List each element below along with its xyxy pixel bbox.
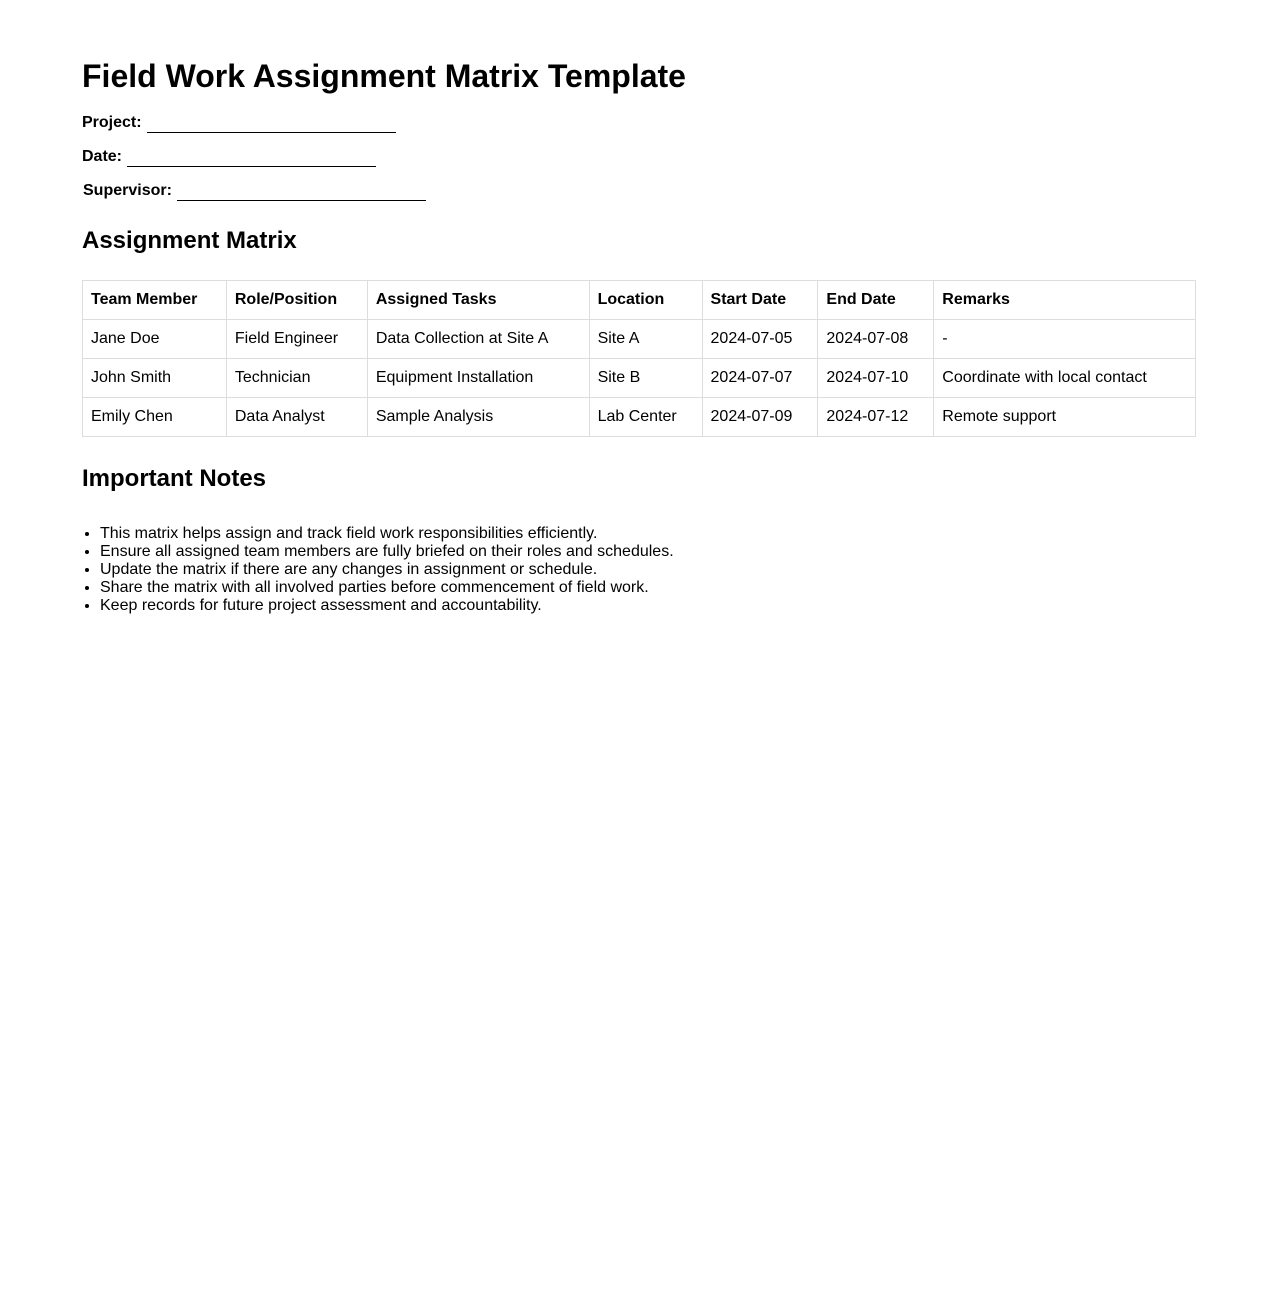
header-end-date: End Date: [818, 280, 934, 319]
supervisor-label: Supervisor:: [83, 181, 172, 199]
header-assigned-tasks: Assigned Tasks: [367, 280, 589, 319]
cell-end-date: 2024-07-10: [818, 358, 934, 397]
cell-start-date: 2024-07-05: [702, 319, 818, 358]
cell-start-date: 2024-07-07: [702, 358, 818, 397]
important-notes-heading: Important Notes: [82, 464, 267, 492]
cell-end-date: 2024-07-08: [818, 319, 934, 358]
list-item: • Keep records for future project assessment and accountability.: [100, 597, 1196, 615]
table-row: [83, 397, 1196, 436]
date-label: Date:: [82, 147, 123, 165]
cell-remarks: -: [934, 319, 1196, 358]
date-field: [82, 147, 1196, 167]
supervisor-field: [83, 181, 1196, 201]
header-start-date: Start Date: [702, 280, 818, 319]
notes-list: [82, 525, 1196, 615]
header-remarks: Remarks: [934, 280, 1196, 319]
cell-location: Lab Center: [589, 397, 702, 436]
cell-assigned-tasks: Sample Analysis: [367, 397, 589, 436]
project-blank-line: [147, 114, 396, 133]
list-item: • Update the matrix if there are any changes in assignment or schedule.: [100, 561, 1196, 579]
cell-assigned-tasks: Equipment Installation: [367, 358, 589, 397]
cell-team-member: John Smith: [83, 358, 227, 397]
cell-role-position: Data Analyst: [226, 397, 367, 436]
supervisor-blank-line: [177, 182, 426, 201]
cell-role-position: Technician: [226, 358, 367, 397]
table-row: [83, 358, 1196, 397]
table-header-row: [83, 280, 1196, 319]
header-location: Location: [589, 280, 702, 319]
cell-team-member: Emily Chen: [83, 397, 227, 436]
cell-remarks: Remote support: [934, 397, 1196, 436]
cell-start-date: 2024-07-09: [702, 397, 818, 436]
project-label: Project:: [82, 113, 142, 131]
list-item: • Ensure all assigned team members are fully briefed on their roles and schedules.: [100, 543, 1196, 561]
list-item: • This matrix helps assign and track field work responsibilities efficiently.: [100, 525, 1196, 543]
cell-end-date: 2024-07-12: [818, 397, 934, 436]
cell-team-member: Jane Doe: [83, 319, 227, 358]
cell-location: Site A: [589, 319, 702, 358]
cell-role-position: Field Engineer: [226, 319, 367, 358]
header-role-position: Role/Position: [226, 280, 367, 319]
cell-location: Site B: [589, 358, 702, 397]
document-page: [0, 0, 1278, 615]
header-team-member: Team Member: [83, 280, 227, 319]
list-item: • Share the matrix with all involved parties before commencement of field work.: [100, 579, 1196, 597]
cell-assigned-tasks: Data Collection at Site A: [367, 319, 589, 358]
page-title: Field Work Assignment Matrix Template: [82, 58, 686, 94]
assignment-matrix-heading: Assignment Matrix: [82, 226, 297, 254]
project-field: [82, 113, 1196, 133]
assignment-matrix-table: [82, 280, 1196, 437]
date-blank-line: [127, 148, 376, 167]
cell-remarks: Coordinate with local contact: [934, 358, 1196, 397]
table-row: [83, 319, 1196, 358]
